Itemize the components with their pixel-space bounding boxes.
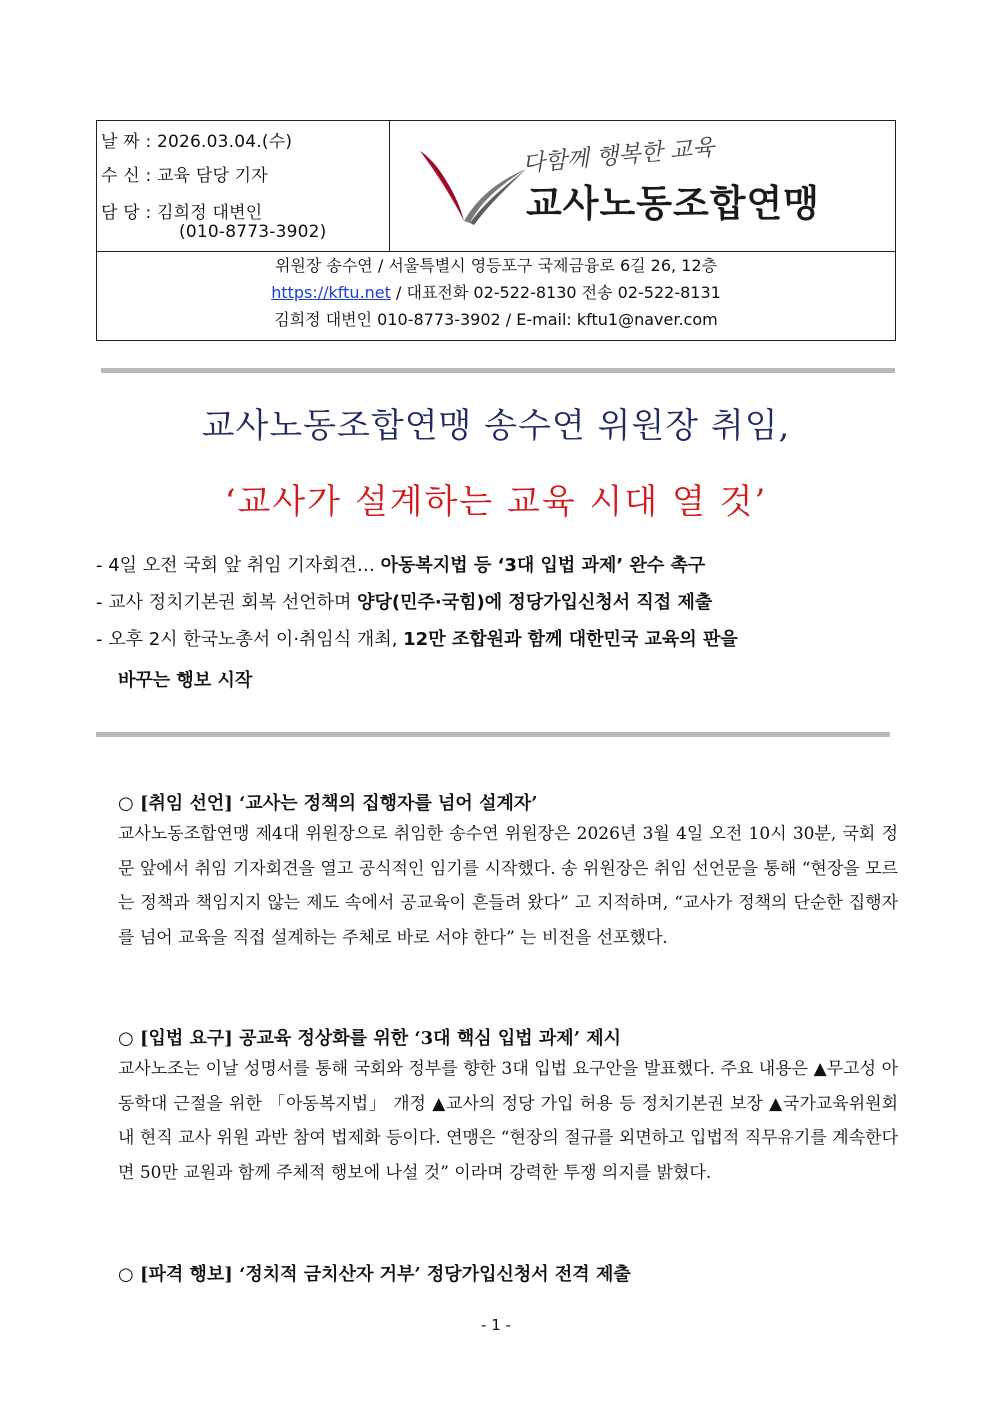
headline-quote: ‘교사가 설계하는 교육 시대 열 것’: [224, 482, 768, 522]
spokesperson-email-line: 김희정 대변인 010-8773-3902 / E-mail: kftu1@naver.com: [274, 310, 718, 329]
logo-cell: [390, 121, 895, 251]
subtitle-2-bold: 양당(민주·국힘)에 정당가입신청서 직접 제출: [357, 592, 713, 613]
subtitle-3-bold: 12만 조합원과 함께 대한민국 교육의 판을: [403, 629, 738, 650]
meta-cell: [97, 121, 390, 251]
top-divider: [101, 368, 895, 373]
date-line: 날 짜 : 2026.03.04.(수): [101, 132, 293, 152]
logo-slogan: 다함께 행복한 교육: [521, 134, 716, 178]
section-body-inauguration: 교사노동조합연맹 제4대 위원장으로 취임한 송수연 위원장은 2026년 3월 4일 오전 10시 30분, 국회 정문 앞에서 취임 기자회견을 열고 공식적인 임기를 시작했다. 송 위원장은 취임 선언문을 통해 “현장을 모르는 정책과 책임지지 않는 제도 속에서 공교육이 흔들려 왔다” 고 지적하며, “교사가 정책의 단순한 집행자를 넘어 교육을 직접 설계하는 주체로 바로 서야 한다” 는 비전을 선포했다.: [118, 824, 898, 948]
section-heading-inauguration: ○ [취임 선언] ‘교사는 정책의 집행자를 넘어 설계자’: [118, 793, 538, 814]
website-link[interactable]: https://kftu.net: [271, 283, 391, 302]
section-heading-legislation: ○ [입법 요구] 공교육 정상화를 위한 ‘3대 핵심 입법 과제’ 제시: [118, 1028, 621, 1049]
recipient-line: 수 신 : 교육 담당 기자: [101, 166, 268, 186]
subtitle-1-bold: 아동복지법 등 ‘3대 입법 과제’ 완수 촉구: [380, 555, 706, 576]
header-top-row: [97, 121, 895, 252]
website-phone-line: [97, 279, 895, 306]
subtitle-3-continuation: 바꾸는 행보 시작: [118, 670, 253, 691]
union-logo-mark-icon: [418, 147, 528, 227]
contact-block: [97, 252, 895, 333]
phone-fax-text: / 대표전화 02-522-8130 전송 02-522-8131: [390, 283, 721, 302]
subtitle-3-normal: - 오후 2시 한국노총서 이·취임식 개최,: [96, 629, 404, 650]
section-body-legislation: 교사노조는 이날 성명서를 통해 국회와 정부를 향한 3대 입법 요구안을 발표했다. 주요 내용은 ▲무고성 아동학대 근절을 위한 「아동복지법」 개정 ▲교사의 정당 가입 허용 등 정치기본권 보장 ▲국가교육위원회 내 현직 교사 위원 과반 참여 법제화 등이다. 연맹은 “현장의 절규를 외면하고 입법적 직무유기를 계속한다면 50만 교원과 함께 주체적 행보에 나설 것” 이라며 강력한 투쟁 의지를 밝혔다.: [118, 1059, 898, 1183]
page-number: - 1 -: [481, 1316, 511, 1334]
subtitle-1: [96, 547, 906, 584]
headline: 교사노동조합연맹 송수연 위원장 취임,: [201, 406, 791, 446]
subtitle-2-normal: - 교사 정치기본권 회복 선언하며: [96, 592, 358, 613]
address-line: 위원장 송수연 / 서울특별시 영등포구 국제금융로 6길 26, 12층: [274, 256, 718, 275]
contact-person-line: 담 당 : 김희정 대변인: [101, 203, 263, 223]
subtitle-3: [96, 621, 906, 658]
press-release-header: [96, 120, 896, 341]
subtitle-2: [96, 584, 906, 621]
subtitle-1-normal: - 4일 오전 국회 앞 취임 기자회견…: [96, 555, 381, 576]
contact-phone-line: (010-8773-3902): [179, 222, 327, 242]
section-heading-party-application: ○ [파격 행보] ‘정치적 금치산자 거부’ 정당가입신청서 전격 제출: [118, 1264, 631, 1285]
logo-organization-name: 교사노동조합연맹: [526, 182, 820, 225]
bottom-divider: [96, 732, 890, 737]
